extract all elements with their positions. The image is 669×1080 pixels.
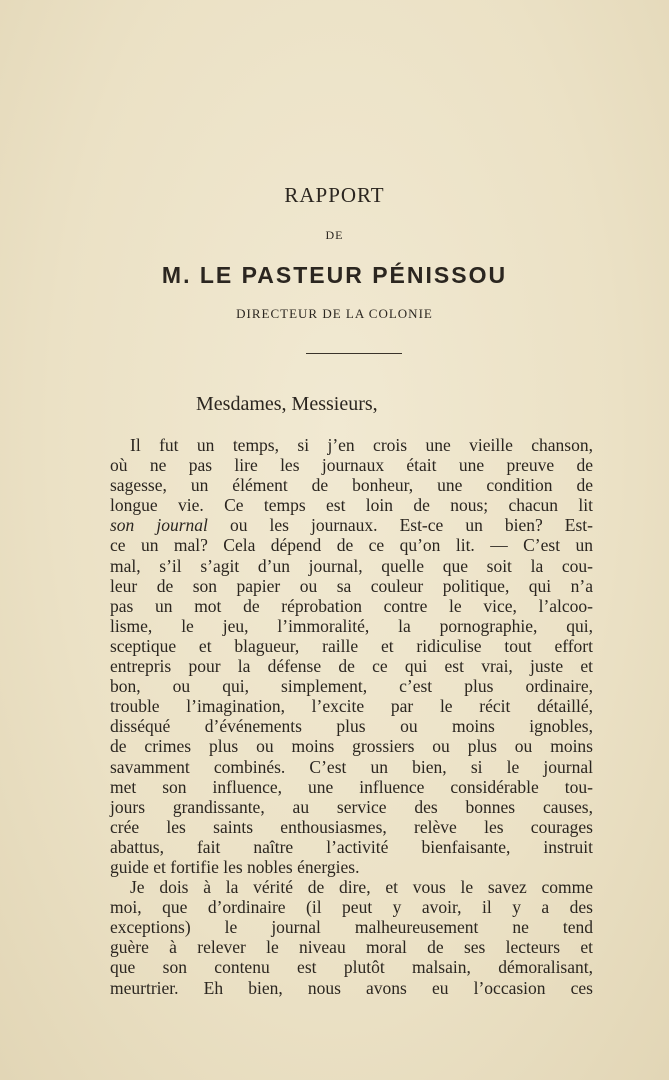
text-line: sagesse, un élément de bonheur, une condition de bbox=[110, 475, 593, 496]
text-line-with-italic bbox=[110, 515, 593, 535]
text-line: moi, que d’ordinaire (il peut y avoir, il y a des bbox=[110, 897, 593, 918]
text-line: Je dois à la vérité de dire, et vous le savez comme bbox=[130, 877, 593, 898]
salutation: Mesdames, Messieurs, bbox=[196, 393, 378, 415]
text-line: mal, s’il s’agit d’un journal, quelle que soit la cou- bbox=[110, 555, 593, 576]
text-line: Il fut un temps, si j’en crois une vieille chanson, bbox=[130, 435, 593, 455]
heading-author-name: M. LE PASTEUR PÉNISSOU bbox=[161, 262, 508, 288]
heading-de: DE bbox=[325, 228, 344, 242]
text-line: longue vie. Ce temps est loin de nous; chacun lit bbox=[110, 495, 593, 516]
text-line: bon, ou qui, simplement, c’est plus ordinaire, bbox=[110, 676, 593, 697]
text-line: lisme, le jeu, l’immoralité, la pornographie, qui, bbox=[110, 615, 593, 636]
italic-phrase: son journal bbox=[110, 515, 208, 536]
text-line: jours grandissante, au service des bonnes causes, bbox=[110, 796, 593, 817]
heading-author-role: DIRECTEUR DE LA COLONIE bbox=[236, 306, 433, 321]
heading-rapport: RAPPORT bbox=[284, 183, 385, 207]
text-line: où ne pas lire les journaux était une preuve de bbox=[110, 455, 593, 476]
separator-rule bbox=[306, 353, 402, 354]
text-line: exceptions) le journal malheureusement ne tend bbox=[110, 917, 593, 938]
text-line: de crimes plus ou moins grossiers ou plus ou moins bbox=[110, 736, 593, 757]
body-text bbox=[110, 435, 593, 998]
text-line: disséqué d’événements plus ou moins ignobles, bbox=[110, 716, 593, 737]
text-line: crée les saints enthousiasmes, relève les courages bbox=[110, 816, 593, 837]
text-line: abattus, fait naître l’activité bienfaisante, instruit bbox=[110, 836, 593, 857]
text-line: guide et fortifie les nobles énergies. bbox=[110, 856, 360, 877]
text-line: savamment combinés. C’est un bien, si le journal bbox=[110, 756, 593, 777]
text-line: pas un mot de réprobation contre le vice, l’alcoo- bbox=[110, 595, 593, 616]
text-line: ce un mal? Cela dépend de ce qu’on lit. — C’est un bbox=[110, 535, 593, 556]
text-line: leur de son papier ou sa couleur politique, qui n’a bbox=[110, 575, 593, 596]
text-line: meurtrier. Eh bien, nous avons eu l’occasion ces bbox=[110, 977, 593, 998]
text-line: entrepris pour la défense de ce qui est vrai, juste et bbox=[110, 656, 593, 677]
text-line: met son influence, une influence considérable tou- bbox=[110, 776, 593, 797]
text-fragment: ou les journaux. Est-ce un bien? Est- bbox=[229, 515, 593, 536]
text-line: sceptique et blagueur, raille et ridiculise tout effort bbox=[110, 635, 593, 656]
text-line: que son contenu est plutôt malsain, démoralisant, bbox=[110, 957, 593, 978]
text-line: guère à relever le niveau moral de ses lecteurs et bbox=[110, 937, 593, 958]
text-line: trouble l’imagination, l’excite par le récit détaillé, bbox=[110, 696, 593, 717]
